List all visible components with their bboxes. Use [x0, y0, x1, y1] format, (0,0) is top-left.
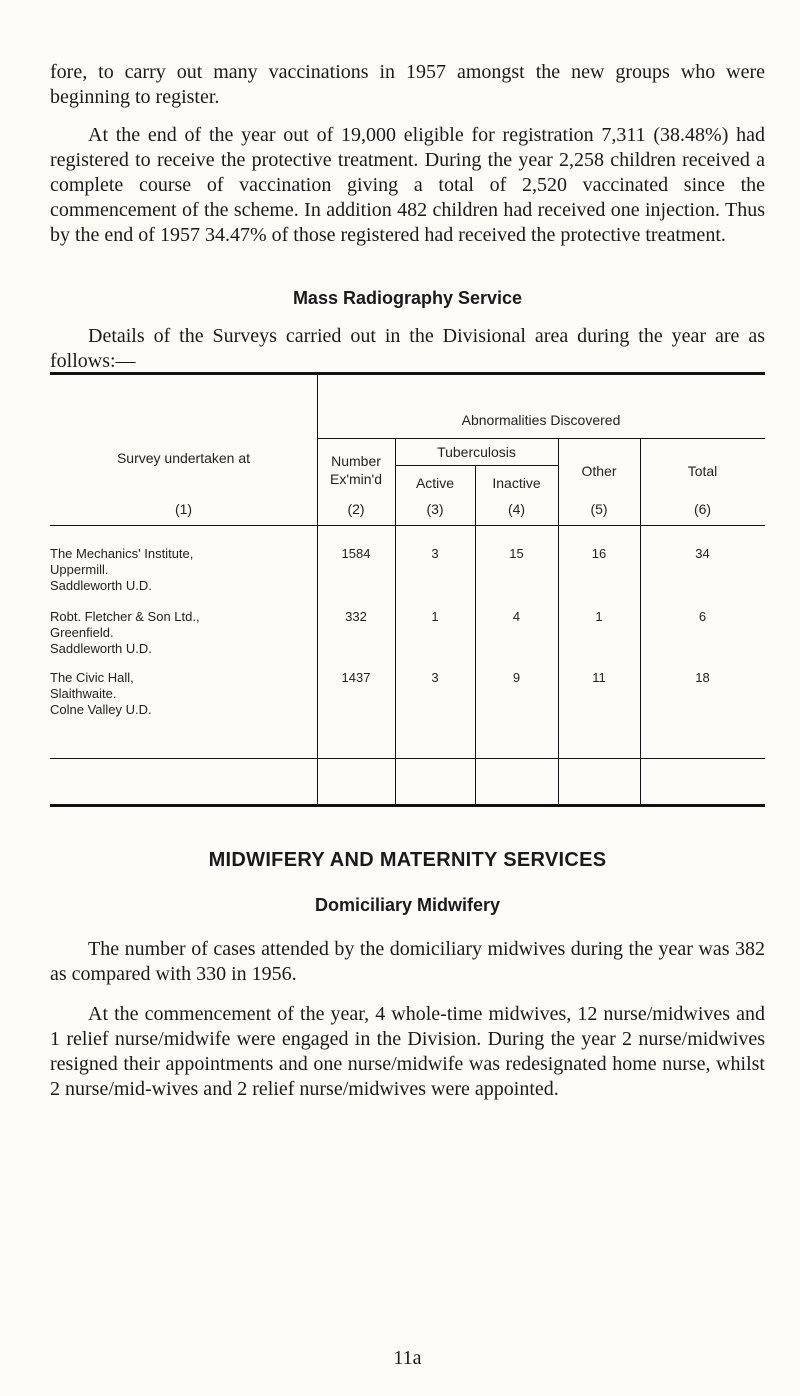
header-inactive-num: (4): [507, 501, 526, 517]
row-location-line: Saddleworth U.D.: [50, 641, 152, 656]
header-other: Other: [581, 463, 617, 479]
cell-other: 11: [592, 670, 606, 685]
cell-number: 1437: [341, 670, 371, 685]
cell-total: 34: [695, 546, 710, 561]
header-inactive: Inactive: [492, 475, 541, 491]
header-total: Total: [687, 463, 718, 479]
header-survey-num: (1): [174, 501, 193, 517]
header-exmind: Ex'min'd: [329, 471, 383, 487]
cell-active: 1: [431, 609, 439, 624]
row-location-line: Saddleworth U.D.: [50, 578, 152, 593]
cell-number: 1584: [341, 546, 371, 561]
heading-midwifery: MIDWIFERY AND MATERNITY SERVICES: [208, 849, 607, 871]
cell-active: 3: [431, 546, 439, 561]
header-other-num: (5): [590, 501, 608, 517]
cell-inactive: 9: [512, 670, 521, 685]
row-location-line: Greenfield.: [50, 625, 114, 640]
row-location-line: Robt. Fletcher & Son Ltd.,: [50, 609, 200, 624]
header-tuberculosis: Tuberculosis: [437, 444, 516, 460]
header-active: Active: [415, 475, 455, 491]
page-number: 11a: [393, 1347, 422, 1369]
cell-other: 1: [595, 609, 603, 624]
row-location-line: The Mechanics' Institute,: [50, 546, 194, 561]
header-abnormalities: Abnormalities Discovered: [461, 412, 621, 428]
cell-inactive: 15: [509, 546, 524, 561]
paragraph-surveys-intro: Details of the Surveys carried out in the Divisional area during the year are as follows:—: [50, 325, 765, 372]
cell-total: 6: [698, 609, 707, 624]
header-total-num: (6): [693, 501, 712, 517]
paragraph-cases-attended: The number of cases attended by the domiciliary midwives during the year was 382 as compared with 330 in 1956.: [50, 938, 765, 985]
row-location-line: The Civic Hall,: [50, 670, 134, 685]
cell-total: 18: [695, 670, 710, 685]
row-location-line: Colne Valley U.D.: [50, 702, 152, 717]
header-number-num: (2): [347, 501, 365, 517]
cell-inactive: 4: [512, 609, 521, 624]
paragraph-registration: At the end of the year out of 19,000 eligible for registration 7,311 (38.48%) had registered to receive the protective treatment. During the year 2,258 children received a complete course of vaccination giving a total of 2,520 vaccinated since the commencement of the scheme. In addition 482 children had received one injection. Thus by the end of 1957 34.47% of those registered had received the protective treatment.: [50, 124, 765, 246]
cell-active: 3: [431, 670, 439, 685]
heading-mass-radiography: Mass Radiography Service: [292, 288, 523, 308]
paragraph-staffing: At the commencement of the year, 4 whole-time midwives, 12 nurse/midwives and 1 relief nurse/midwife were engaged in the Division. During the year 2 nurse/midwives resigned their appointments and one nurse/midwife was redesignated home nurse, whilst 2 nurse/mid-wives and 2 relief nurse/midwives were appointed.: [50, 1003, 765, 1100]
heading-domiciliary: Domiciliary Midwifery: [314, 895, 501, 915]
cell-other: 16: [591, 546, 607, 561]
paragraph-continuation: fore, to carry out many vaccinations in 1957 amongst the new groups who were beginning to register.: [50, 61, 765, 108]
header-survey: Survey undertaken at: [116, 450, 251, 466]
row-location-line: Uppermill.: [50, 562, 109, 577]
header-active-num: (3): [426, 501, 444, 517]
header-number: Number: [331, 453, 381, 469]
row-location-line: Slaithwaite.: [50, 686, 117, 701]
cell-number: 332: [345, 609, 367, 624]
surveys-table-rows-3-5: [50, 372, 765, 810]
